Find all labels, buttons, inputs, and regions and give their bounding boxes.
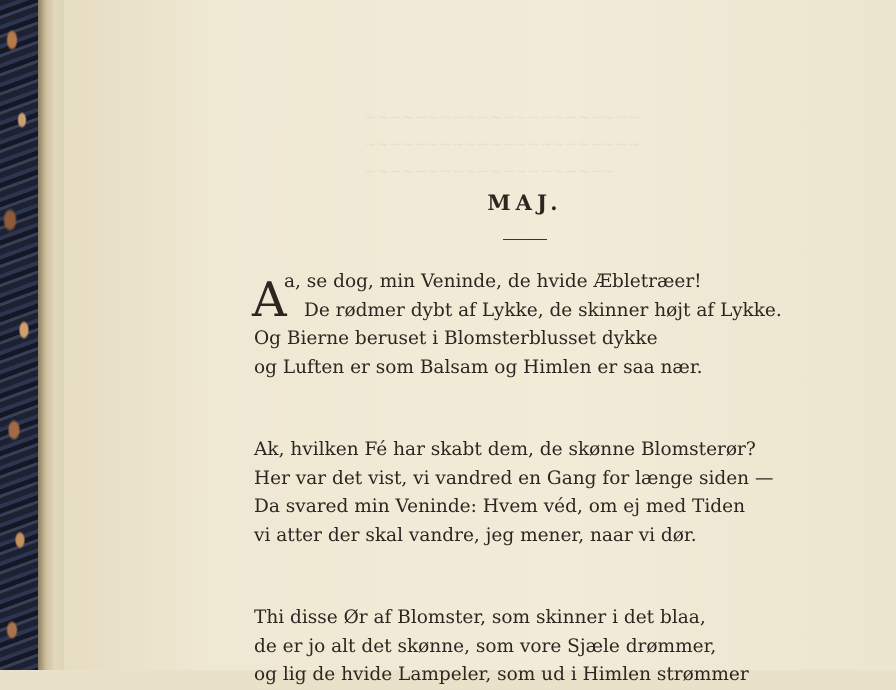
poem-line: og lig de hvide Lampeler, som ud i Himlen strømmer [254,664,749,685]
stanza-2 [254,436,773,550]
poem-line: Thi disse Ør af Blomster, som skinner i det blaa, [254,607,706,628]
poem-line: Ak, hvilken Fé har skabt dem, de skønne Blomsterør? [254,439,756,460]
bleed-through-2: ~~~~~~~~~~~~~~~~~~~~~~ [364,135,641,153]
stanza-1 [254,268,782,382]
title-divider [503,239,547,240]
poem-line: a, se dog, min Veninde, de hvide Æbletræer! [284,271,702,292]
poem-title: MAJ. [487,190,563,215]
poem-line: de er jo alt det skønne, som vore Sjæle drømmer, [254,635,717,657]
bleed-through-3: ~~~~~~~~~~~~~~~~~~~~ [364,162,616,180]
poem-line: Da svared min Veninde: Hvem véd, om ej med Tiden [254,496,746,517]
drop-cap: A [252,272,287,328]
page-edge [38,0,64,670]
poem-line: De rødmer dybt af Lykke, de skinner højt af Lykke. [304,299,782,321]
bleed-through-1: ~~~~~~~~~~~~~~~~~~~~~~ [364,108,641,126]
poem-line: og Luften er som Balsam og Himlen er saa nær. [254,356,703,378]
poem-line: Her var det vist, vi vandred en Gang for længe siden — [254,467,774,489]
poem-line: vi atter der skal vandre, jeg mener, naar vi dør. [254,524,697,546]
poem-line: Og Bierne beruset i Blomsterblusset dykke [254,328,658,349]
stanza-3 [254,604,749,690]
book-cover-marbled [0,0,38,670]
